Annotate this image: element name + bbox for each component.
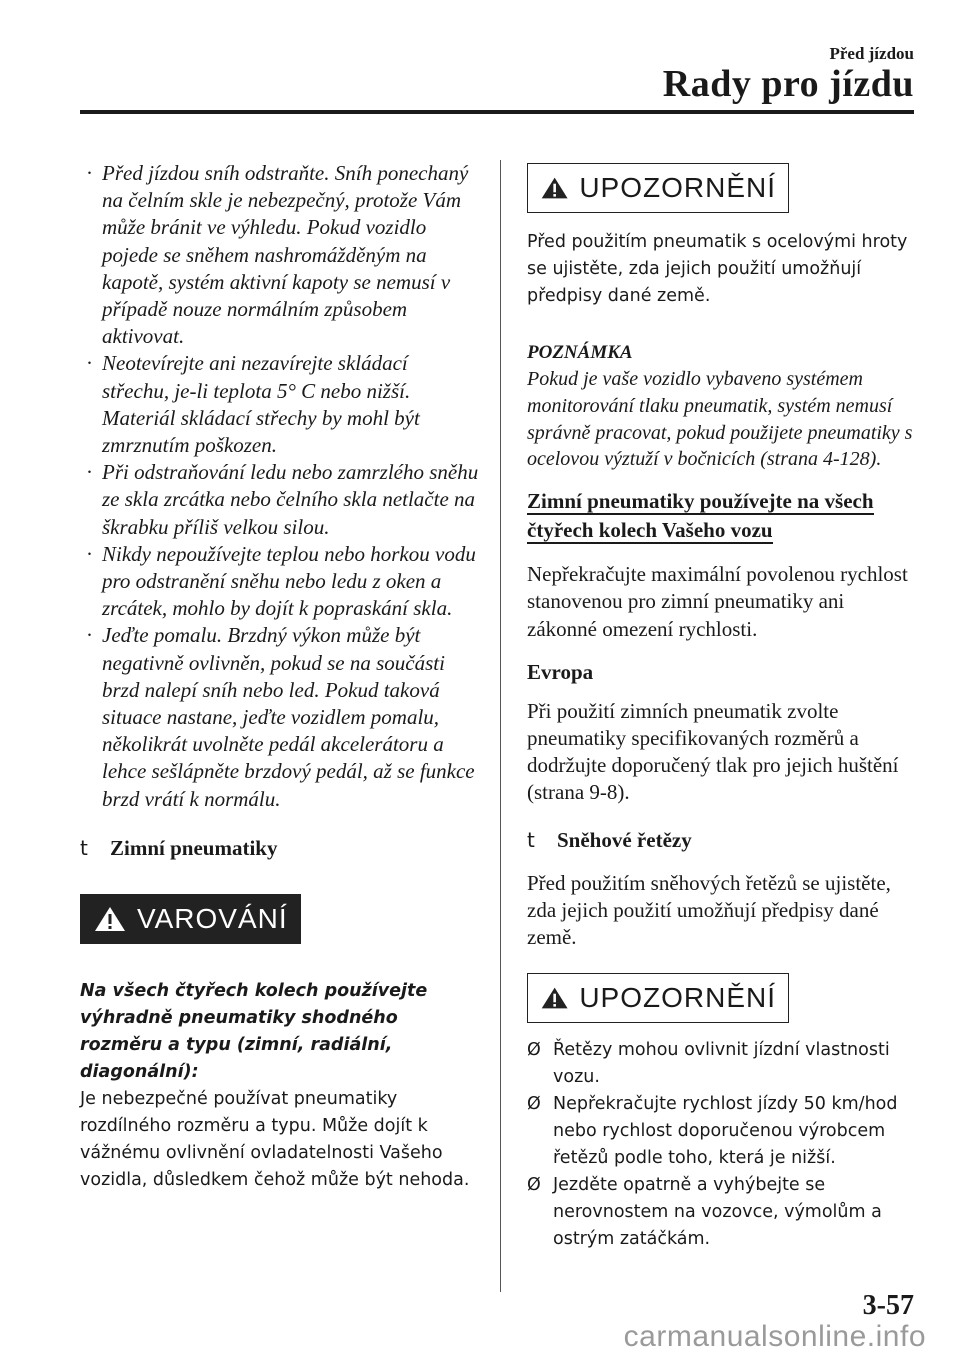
warning-bold-text: Na všech čtyřech kolech používejte výhradně pneumatiky shodného rozměru a typu (zimní, radiální, diagonální):: [80, 980, 428, 1082]
arrow-bullet-icon: Ø: [527, 1175, 541, 1196]
list-item-text: Jezděte opatrně a vyhýbejte se nerovnostem na vozovce, výmolům a ostrým zatáčkám.: [553, 1175, 882, 1250]
page-number: 3-57: [862, 1290, 914, 1321]
warning-triangle-icon: [93, 905, 127, 933]
europe-heading: Evropa: [527, 659, 594, 684]
section-marker-icon: t: [527, 827, 535, 852]
section-heading-text: Zimní pneumatiky: [110, 835, 278, 860]
list-item-text: Nepřekračujte rychlost jízdy 50 km/hod nebo rychlost doporučenou výrobcem řetězů podle toho, která je nižší.: [553, 1094, 898, 1169]
note-text: Pokud je vaše vozidlo vybaveno systémem monitorování tlaku pneumatik, systém nemusí správně pracovat, pokud použijete pneumatiky s ocelovou výztuží v bočnicích (strana 4-128).: [527, 368, 913, 471]
warning-text: Je nebezpečné používat pneumatiky rozdílného rozměru a typu. Může dojít k vážnému ovlivnění ovladatelnosti Vašeho vozidla, důsledkem čehož může být nehoda.: [80, 1088, 470, 1190]
warning-label: VAROVÁNÍ: [137, 902, 288, 934]
section-marker-icon: t: [80, 835, 88, 860]
left-column: [80, 160, 480, 1194]
underlined-heading: [527, 487, 917, 545]
caution-banner: [527, 163, 789, 213]
caution-triangle-icon: [540, 174, 569, 202]
list-item-text: Nikdy nepoužívejte teplou nebo horkou vodu pro odstranění sněhu nebo ledu z oken a zrcátek, mohlo by dojít k popraskání skla.: [102, 541, 476, 621]
caution-label: UPOZORNĚNÍ: [579, 172, 776, 203]
speed-paragraph: Nepřekračujte maximální povolenou rychlost stanovenou pro zimní pneumatiky ani zákonné omezení rychlosti.: [527, 562, 908, 641]
bullet-icon: ·: [86, 460, 93, 485]
list-item-text: Řetězy mohou ovlivnit jízdní vlastnosti vozu.: [553, 1040, 890, 1088]
list-item-text: Při odstraňování ledu nebo zamrzlého sněhu ze skla zrcátka nebo čelního skla netlačte na škrabku příliš velkou silou.: [102, 460, 479, 539]
page-title: Rady pro jízdu: [662, 63, 914, 105]
bullet-icon: ·: [86, 161, 93, 185]
note-heading: POZNÁMKA: [527, 342, 633, 363]
list-item: [527, 1172, 917, 1253]
list-item: [80, 541, 480, 623]
list-item: [80, 622, 480, 812]
list-item-text: Jeďte pomalu. Brzdný výkon může být negativně ovlivněn, pokud se na součásti brzd nalepí sníh nebo led. Pokud taková situace nastane, jeďte vozidlem pomalu, několikrát uvolněte pedál akcelerátoru a lehce sešlápněte brzdový pedál, až se funkce brzd vrátí k normálu.: [102, 623, 475, 811]
warning-body: [80, 978, 480, 1194]
watermark: carmanualsonline.info: [623, 1320, 926, 1353]
right-column: [527, 163, 917, 1253]
list-item: [80, 160, 480, 350]
warning-box: [80, 894, 480, 1194]
caution-list: [527, 1037, 917, 1253]
section-label: Před jízdou: [829, 44, 914, 63]
bullet-icon: ·: [86, 541, 93, 566]
section-heading-text: Sněhové řetězy: [557, 827, 692, 852]
list-item: [527, 1037, 917, 1091]
column-divider: [500, 160, 501, 1292]
header-rule: [80, 110, 914, 114]
list-item-text: Před jízdou sníh odstraňte. Sníh ponechaný na čelním skle je nebezpečný, protože Vám může bránit ve výhledu. Pokud vozidlo pojede se sněhem nashromážděným na kapotě, systém aktivní kapoty se nemusí v případě nouze normálním způsobem aktivovat.: [102, 161, 469, 349]
bullet-list: [80, 160, 480, 813]
caution-text: Před použitím pneumatik s ocelovými hroty se ujistěte, zda jejich použití umožňují předpisy dané země.: [527, 232, 908, 306]
europe-paragraph: Při použití zimních pneumatik zvolte pneumatiky specifikovaných rozměrů a dodržujte doporučený tlak pro jejich huštění (strana 9-8).: [527, 698, 899, 805]
section-heading-snow-chains: [527, 827, 917, 854]
caution-label: UPOZORNĚNÍ: [579, 982, 776, 1014]
chains-paragraph: Před použitím sněhových řetězů se ujistěte, zda jejich použití umožňují předpisy dané země.: [527, 870, 891, 950]
arrow-bullet-icon: Ø: [527, 1040, 541, 1061]
warning-banner: [80, 894, 301, 944]
underlined-heading-text: Zimní pneumatiky používejte na všech čtyřech kolech Vašeho vozu: [527, 489, 874, 543]
section-heading-winter-tires: [80, 835, 480, 862]
caution-box: [527, 163, 917, 310]
caution-banner: [527, 973, 789, 1023]
list-item: [80, 459, 480, 541]
arrow-bullet-icon: Ø: [527, 1094, 541, 1115]
list-item: [527, 1091, 917, 1172]
bullet-icon: ·: [86, 351, 93, 376]
list-item-text: Neotevírejte ani nezavírejte skládací střechu, je-li teplota 5° C nebo nižší. Materiál skládací střechy by mohl být zmrznutím poškozen.: [102, 351, 420, 458]
caution-triangle-icon: [540, 984, 569, 1012]
caution-box: [527, 973, 917, 1253]
bullet-icon: ·: [86, 623, 93, 648]
list-item: [80, 350, 480, 459]
